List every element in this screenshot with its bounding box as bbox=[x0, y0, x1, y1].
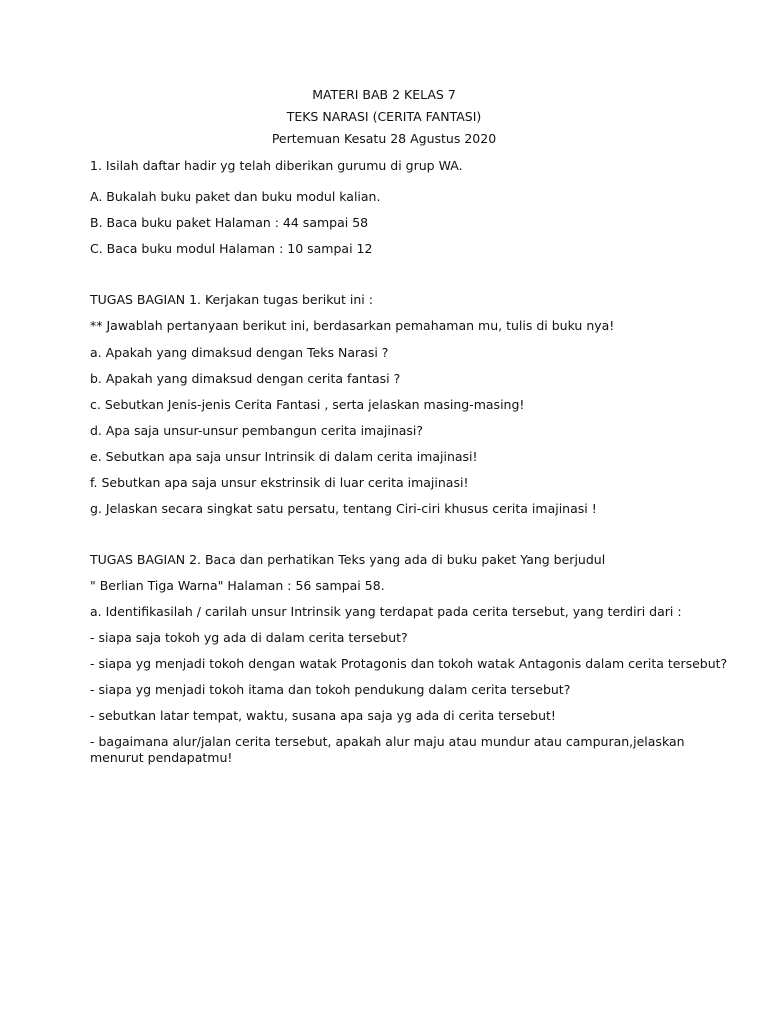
document-title: MATERI BAB 2 KELAS 7 bbox=[312, 87, 456, 102]
task1-question: b. Apakah yang dimaksud dengan cerita fantasi ? bbox=[90, 371, 401, 386]
task1-question: g. Jelaskan secara singkat satu persatu, tentang Ciri-ciri khusus cerita imajinasi ! bbox=[90, 501, 597, 516]
task2-heading: TUGAS BAGIAN 2. Baca dan perhatikan Teks yang ada di buku paket Yang berjudul bbox=[90, 552, 606, 567]
task1-question: d. Apa saja unsur-unsur pembangun cerita imajinasi? bbox=[90, 423, 424, 438]
task2-item: - bagaimana alur/jalan cerita tersebut, apakah alur maju atau mundur atau campuran,jelaskan menurut pendapatmu! bbox=[90, 734, 685, 765]
task2-reference: " Berlian Tiga Warna" Halaman : 56 sampai 58. bbox=[90, 578, 385, 593]
task1-heading: TUGAS BAGIAN 1. Kerjakan tugas berikut ini : bbox=[90, 292, 373, 307]
task1-question: f. Sebutkan apa saja unsur ekstrinsik di luar cerita imajinasi! bbox=[90, 475, 469, 490]
intro-line-1: 1. Isilah daftar hadir yg telah diberikan gurumu di grup WA. bbox=[90, 158, 463, 173]
task2-item: - siapa yg menjadi tokoh itama dan tokoh pendukung dalam cerita tersebut? bbox=[90, 682, 571, 697]
intro-line-b: B. Baca buku paket Halaman : 44 sampai 58 bbox=[90, 215, 369, 230]
task2-instruction: a. Identifikasilah / carilah unsur Intrinsik yang terdapat pada cerita tersebut, yang terdiri dari : bbox=[90, 604, 682, 619]
task2-item: - siapa saja tokoh yg ada di dalam cerita tersebut? bbox=[90, 630, 408, 645]
intro-line-a: A. Bukalah buku paket dan buku modul kalian. bbox=[90, 189, 381, 204]
document-subtitle: TEKS NARASI (CERITA FANTASI) bbox=[286, 109, 482, 124]
task1-question: a. Apakah yang dimaksud dengan Teks Narasi ? bbox=[90, 345, 389, 360]
task1-instruction: ** Jawablah pertanyaan berikut ini, berdasarkan pemahaman mu, tulis di buku nya! bbox=[90, 318, 615, 333]
task2-item: - sebutkan latar tempat, waktu, susana apa saja yg ada di cerita tersebut! bbox=[90, 708, 556, 723]
task1-question: e. Sebutkan apa saja unsur Intrinsik di dalam cerita imajinasi! bbox=[90, 449, 478, 464]
meeting-date: Pertemuan Kesatu 28 Agustus 2020 bbox=[271, 131, 497, 146]
task2-item: - siapa yg menjadi tokoh dengan watak Protagonis dan tokoh watak Antagonis dalam cerita tersebut? bbox=[90, 656, 728, 671]
task1-question: c. Sebutkan Jenis-jenis Cerita Fantasi , serta jelaskan masing-masing! bbox=[90, 397, 525, 412]
intro-line-c: C. Baca buku modul Halaman : 10 sampai 12 bbox=[90, 241, 373, 256]
